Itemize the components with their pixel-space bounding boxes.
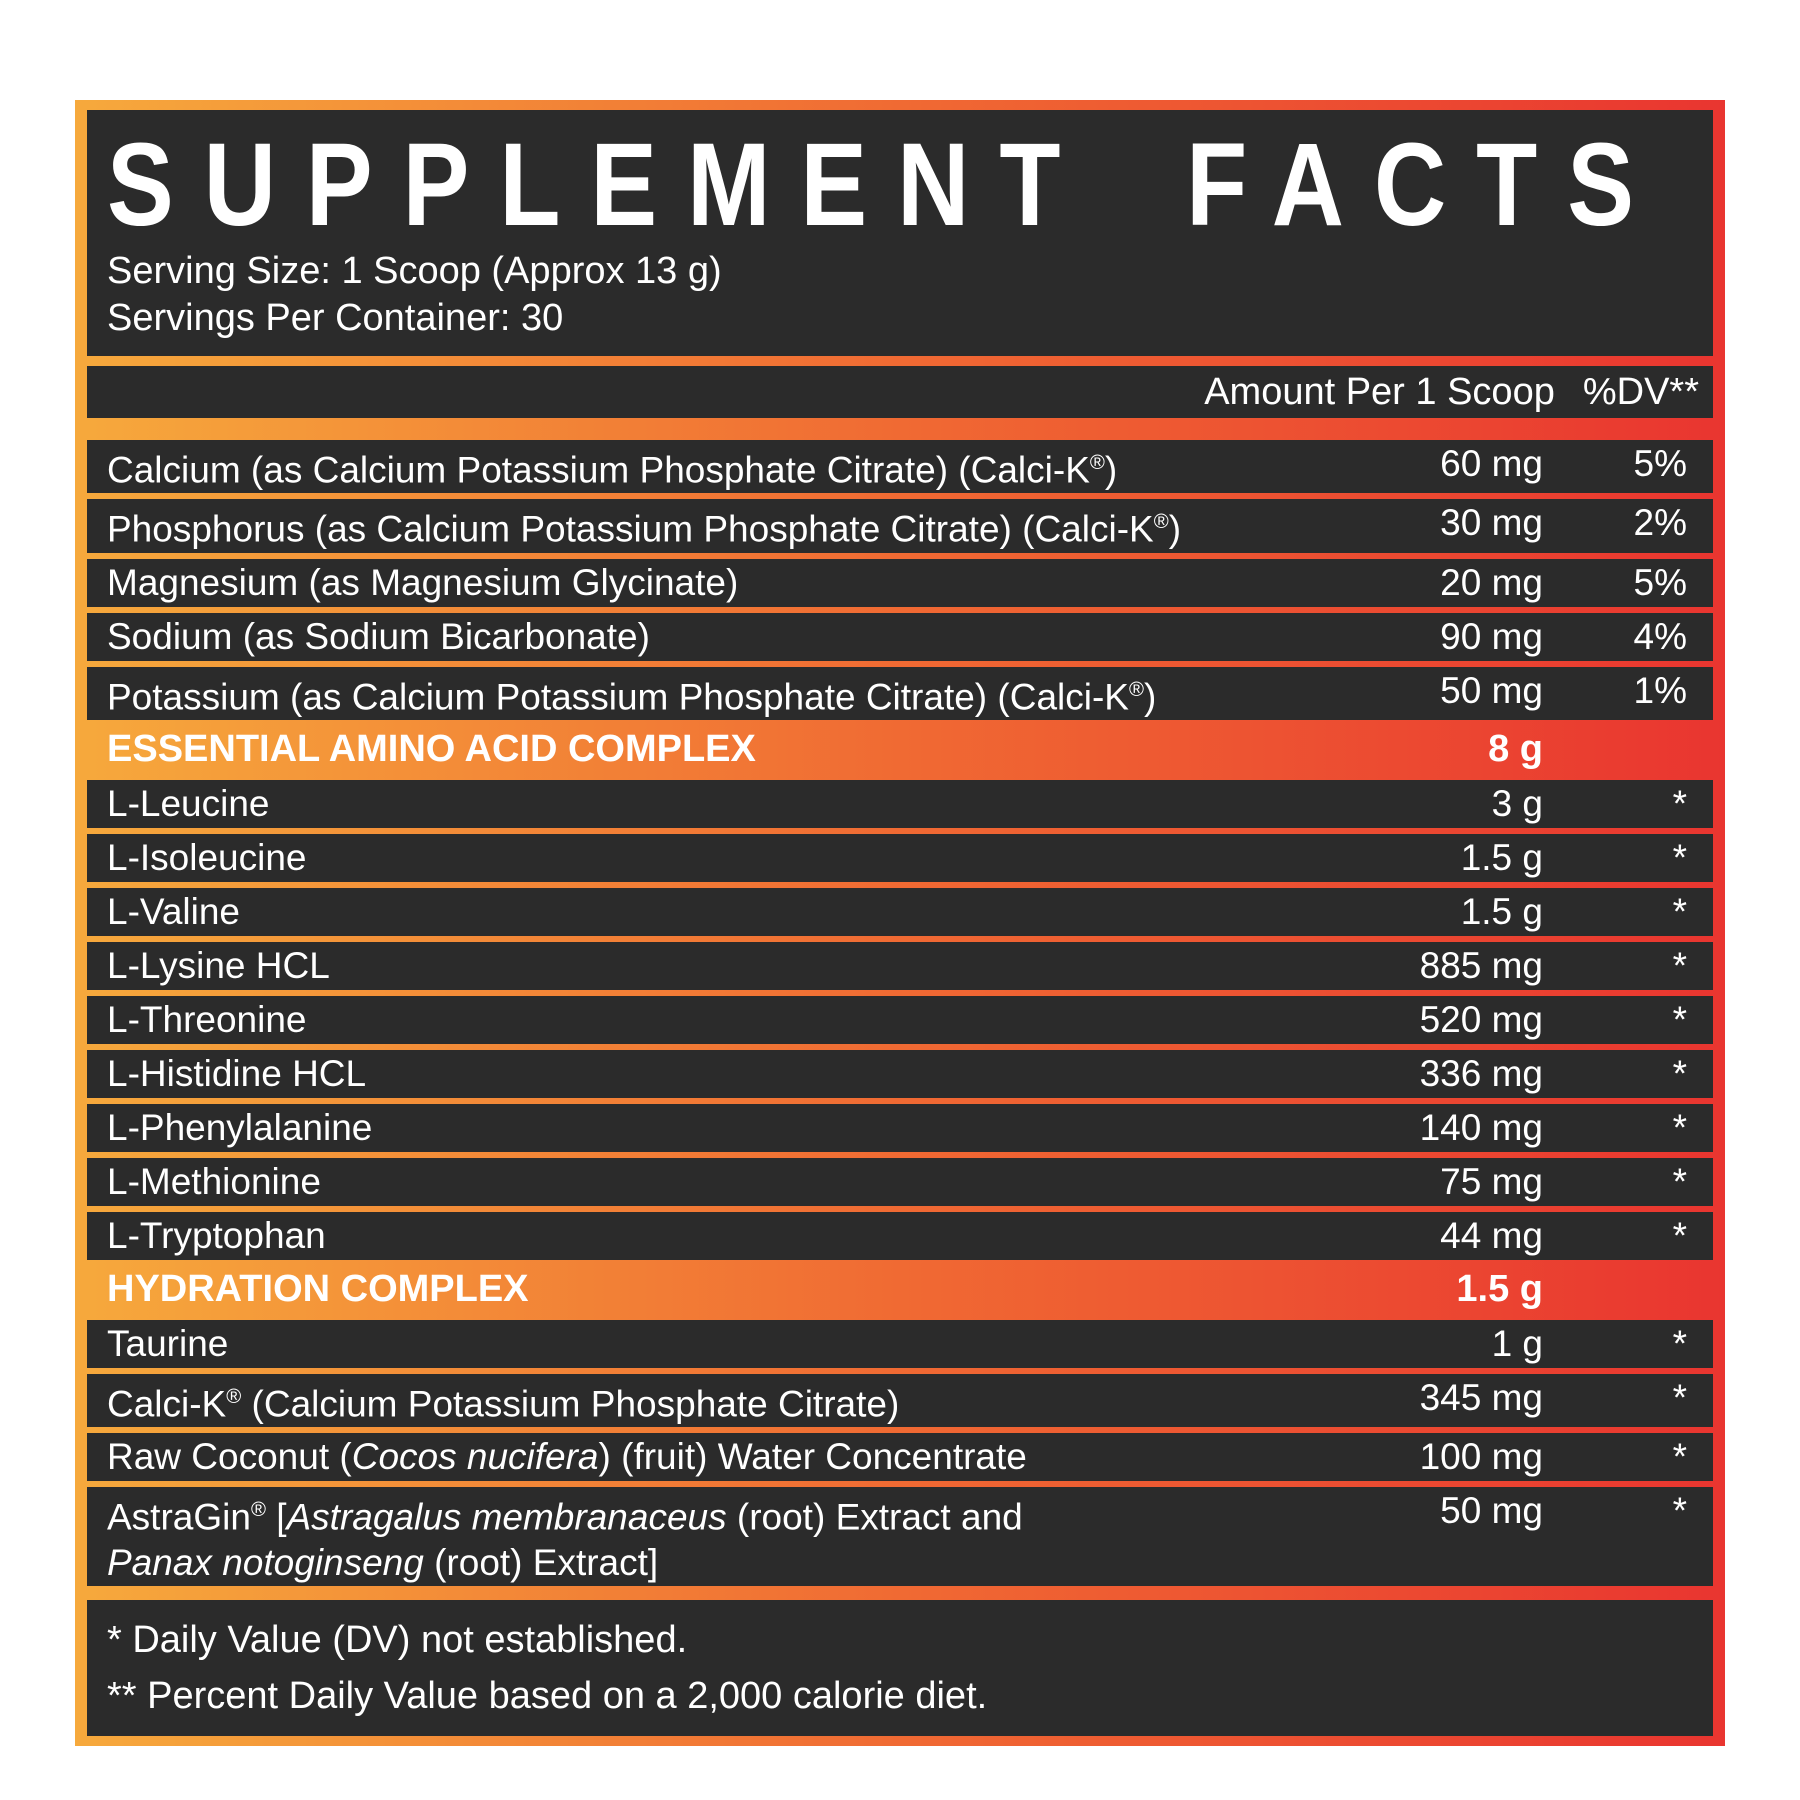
ingredient-dv: 4%	[1633, 615, 1687, 657]
ingredient-amount: 30 mg	[1440, 502, 1543, 544]
table-row	[87, 888, 1713, 936]
ingredient-name: L-Tryptophan	[107, 1214, 326, 1256]
ingredient-amount: 1.5 g	[1460, 890, 1543, 932]
table-row	[87, 996, 1713, 1044]
table-row	[87, 499, 1713, 552]
ingredient-dv: *	[1672, 1052, 1687, 1094]
ingredient-amount: 520 mg	[1419, 998, 1543, 1040]
ingredient-name: L-Methionine	[107, 1160, 321, 1202]
ingredient-dv: *	[1672, 1106, 1687, 1148]
ingredient-dv: *	[1672, 782, 1687, 824]
ingredient-name: L-Leucine	[107, 782, 270, 824]
ingredient-amount: 90 mg	[1440, 615, 1543, 657]
ingredient-dv: *	[1672, 1490, 1687, 1532]
table-row	[87, 440, 1713, 493]
ingredient-name: ESSENTIAL AMINO ACID COMPLEX	[107, 727, 756, 770]
ingredient-name: Phosphorus (as Calcium Potassium Phosphate Citrate) (Calci-K®)	[107, 508, 1182, 550]
footnote-percent-daily-value: ** Percent Daily Value based on a 2,000 calorie diet.	[107, 1674, 988, 1717]
ingredient-name: L-Valine	[107, 890, 241, 932]
ingredient-name: Calcium (as Calcium Potassium Phosphate Citrate) (Calci-K®)	[107, 449, 1118, 491]
footnotes	[87, 1600, 1713, 1736]
table-row	[87, 1374, 1713, 1427]
ingredient-dv: *	[1672, 836, 1687, 878]
ingredient-name: Taurine	[107, 1322, 229, 1364]
table-row	[87, 1158, 1713, 1206]
ingredient-amount: 50 mg	[1440, 669, 1543, 711]
footnote-daily-value: * Daily Value (DV) not established.	[107, 1618, 688, 1661]
ingredient-amount: 345 mg	[1419, 1376, 1543, 1418]
ingredient-amount: 885 mg	[1419, 944, 1543, 986]
label-title: SUPPLEMENT FACTS	[107, 118, 1664, 252]
table-row	[87, 559, 1713, 607]
table-row	[87, 1487, 1713, 1585]
ingredient-dv: *	[1672, 1376, 1687, 1418]
label-header	[87, 110, 1713, 356]
table-row	[87, 780, 1713, 828]
ingredient-dv: *	[1672, 944, 1687, 986]
ingredient-name: Sodium (as Sodium Bicarbonate)	[107, 615, 650, 657]
ingredient-name: L-Lysine HCL	[107, 944, 330, 986]
ingredient-dv: *	[1672, 1160, 1687, 1202]
ingredient-name: HYDRATION COMPLEX	[107, 1267, 529, 1310]
ingredient-name: Magnesium (as Magnesium Glycinate)	[107, 561, 739, 603]
table-row	[87, 667, 1713, 720]
table-row	[87, 1212, 1713, 1260]
ingredient-amount: 50 mg	[1440, 1490, 1543, 1532]
table-row	[87, 1433, 1713, 1481]
ingredient-amount: 1.5 g	[1456, 1267, 1543, 1310]
ingredient-dv	[1543, 1267, 1713, 1313]
ingredient-amount: 100 mg	[1419, 1436, 1543, 1478]
ingredient-amount: 60 mg	[1440, 443, 1543, 484]
amount-column-header: Amount Per 1 Scoop	[1204, 370, 1555, 413]
ingredient-amount: 8 g	[1488, 727, 1543, 770]
ingredient-name: L-Histidine HCL	[107, 1052, 367, 1094]
ingredient-amount: 140 mg	[1419, 1106, 1543, 1148]
ingredient-dv: *	[1672, 998, 1687, 1040]
ingredient-table	[87, 440, 1713, 1586]
servings-per-container: Servings Per Container: 30	[107, 297, 564, 339]
ingredient-amount: 1 g	[1491, 1322, 1543, 1364]
ingredient-dv: *	[1672, 1214, 1687, 1256]
ingredient-dv: 5%	[1633, 561, 1687, 603]
ingredient-amount: 44 mg	[1440, 1214, 1543, 1256]
ingredient-name: L-Phenylalanine	[107, 1106, 373, 1148]
ingredient-name: Potassium (as Calcium Potassium Phosphate Citrate) (Calci-K®)	[107, 675, 1157, 717]
ingredient-dv: *	[1672, 1322, 1687, 1364]
ingredient-dv: 2%	[1633, 502, 1687, 544]
ingredient-amount: 1.5 g	[1460, 836, 1543, 878]
ingredient-amount: 336 mg	[1419, 1052, 1543, 1094]
supplement-facts-label	[75, 100, 1725, 1746]
ingredient-name: Raw Coconut (Cocos nucifera) (fruit) Water Concentrate	[107, 1436, 1027, 1478]
ingredient-amount: 20 mg	[1440, 561, 1543, 603]
table-row	[87, 942, 1713, 990]
ingredient-amount: 75 mg	[1440, 1160, 1543, 1202]
table-row	[87, 834, 1713, 882]
ingredient-name: AstraGin® [Astragalus membranaceus (root) Extract and Panax notoginseng (root) Extract]	[107, 1496, 1023, 1583]
ingredient-name: L-Threonine	[107, 998, 307, 1040]
table-row	[87, 726, 1713, 774]
ingredient-dv	[1543, 727, 1713, 773]
table-row	[87, 1266, 1713, 1314]
table-row	[87, 1104, 1713, 1152]
ingredient-dv: *	[1672, 1436, 1687, 1478]
table-row	[87, 613, 1713, 661]
ingredient-name: Calci-K® (Calcium Potassium Phosphate Citrate)	[107, 1383, 900, 1425]
serving-size: Serving Size: 1 Scoop (Approx 13 g)	[107, 250, 722, 292]
ingredient-dv: 5%	[1633, 443, 1687, 484]
table-row	[87, 1050, 1713, 1098]
dv-column-header: %DV**	[1582, 370, 1699, 413]
table-row	[87, 1320, 1713, 1368]
ingredient-dv: 1%	[1633, 669, 1687, 711]
ingredient-name: L-Isoleucine	[107, 836, 307, 878]
ingredient-amount: 3 g	[1491, 782, 1543, 824]
column-header-row	[87, 366, 1713, 418]
ingredient-dv: *	[1672, 890, 1687, 932]
